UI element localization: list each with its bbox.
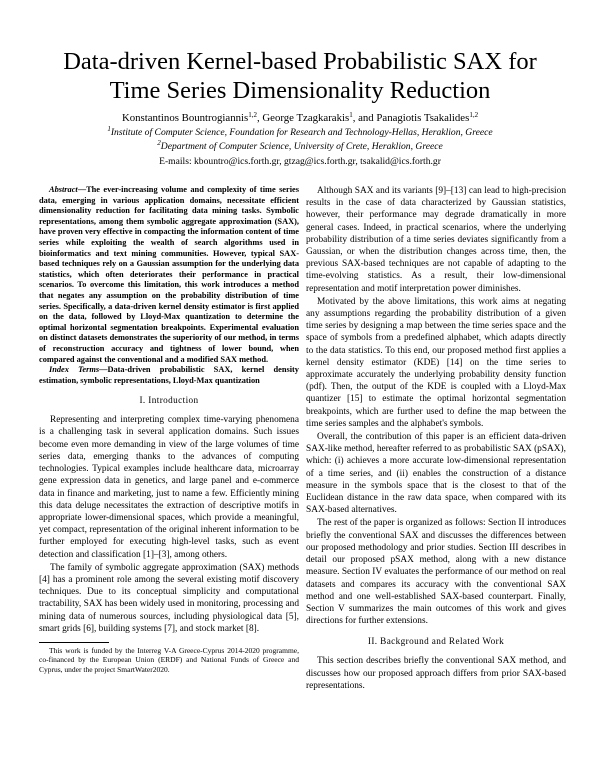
paper-title: Data-driven Kernel-based Probabilistic SAX for Time Series Dimensionality Reduction — [63, 48, 537, 104]
footnote-divider — [39, 642, 109, 643]
author-name: George Tzagkarakis — [262, 112, 350, 124]
index-terms-label: Index Terms — [49, 365, 100, 375]
affiliation-1 — [40, 127, 560, 139]
affiliation-mark: 2 — [157, 139, 161, 147]
abstract-text: —The ever-increasing volume and complexity of time series data, emerging in various application domains, necessitate efficient dimensionality reduction for facilitating data mining tasks. Symbolic representations, among them symbolic aggregate approximation (SAX), have proven very effective in compacting the information content of time series while exploiting the wealth of search algorithms used in bioinformatics and text mining communities. However, typical SAX-based techniques rely on a Gaussian assumption for the underlying data statistics, which often deteriorates their performance in practical scenarios. To overcome this limitation, this work introduces a method that negates any assumption on the probability distribution of time series. Specifically, a data-driven kernel density estimator is first applied on the data, followed by Lloyd-Max quantization to determine the optimal horizontal segmentation breakpoints. Experimental evaluation on distinct datasets demonstrates the superiority of our method, in terms of reconstruction accuracy and tightness of lower bound, when compared against the conventional and a modified SAX method. — [39, 185, 299, 364]
left-column — [39, 185, 299, 674]
right-column — [306, 185, 566, 692]
author-affiliation-mark: 1,2 — [248, 111, 257, 119]
body-paragraph: Motivated by the above limitations, this work aims at negating any assumptions regarding the probability distribution of a given time series by designing a map between the time series space and the space of symbols from a predefined alphabet, which adapts directly to the data statistics. To this end, our proposed method first applies a kernel density estimator (KDE) [14] on the time series to approximate accurately the underlying probability density function (pdf). Then, the output of the KDE is coupled with a Lloyd-Max quantizer [15] to estimate the optimal horizontal segmentation breakpoints, which are further used to define the map between the time series samples and the alphabet's symbols. — [306, 296, 566, 429]
author-affiliation-mark: 1 — [349, 111, 353, 119]
abstract — [39, 185, 299, 365]
author-separator: , and — [352, 112, 377, 124]
index-terms-text: —Data-driven probabilistic SAX, kernel density estimation, symbolic representations, Lloyd-Max quantization — [39, 365, 299, 385]
section-heading-introduction: I. Introduction — [139, 395, 199, 406]
author-affiliation-mark: 1,2 — [469, 111, 479, 119]
body-paragraph: Overall, the contribution of this paper is an efficient data-driven SAX-like method, hereafter referred to as probabilistic SAX (pSAX), which: (i) achieves a more accurate low-dimensional representation of a time series, and (ii) enables the construction of a distance measure in the symbols space that is the closest to that of the Euclidean distance in the raw data space, when compared with its SAX-based alternatives. — [306, 432, 566, 516]
affiliation-mark: 1 — [107, 125, 111, 133]
author-line — [40, 112, 560, 125]
body-paragraph: Representing and interpreting complex time-varying phenomena is a challenging task in several application domains. Such issues become even more demanding in view of the large volumes of time series data, emerging thanks to the advances of computing technologies. Typical examples include healthcare data, microarray gene expression data in genetics, and large panel and e-commerce data in finance and marketing, just to name a few. Efficiently mining this data deluge necessitates the extraction of descriptive motifs in appropriate lower-dimensional spaces, which provide a meaningful, yet compact, representation of the original inherent information to be further employed for executing high-level tasks, such as event detection and classification [1]–[3], among others. — [39, 415, 299, 560]
body-paragraph: The rest of the paper is organized as follows: Section II introduces briefly the conventional SAX and discusses the differences between our proposed methodology and prior studies. Section III describes in detail our proposed pSAX method, along with a new distance measure. Section IV evaluates the performance of our method on real datasets and compares its accuracy with the conventional SAX method and one well-established SAX-based counterpart. Finally, Section V summarizes the main outcomes of this work and gives directions for further extensions. — [306, 518, 566, 627]
affiliation-text: Department of Computer Science, University of Crete, Heraklion, Greece — [160, 141, 443, 152]
body-paragraph: The family of symbolic aggregate approximation (SAX) methods [4] has a prominent role among the several existing motif discovery techniques. Due to its conceptual simplicity and computational tractability, SAX has been widely used in monitoring, processing and mining data of numerous sources, including physiological data [5], smart grids [6], building systems [7], and stock market [8]. — [39, 562, 299, 634]
affiliation-text: Institute of Computer Science, Foundation for Research and Technology-Hellas, Heraklion, Greece — [110, 127, 493, 138]
body-paragraph: This section describes briefly the conventional SAX method, and discusses how our proposed approach differs from prior SAX-based representations. — [306, 656, 566, 691]
author-name: Panagiotis Tsakalides — [376, 112, 470, 124]
email-line: E-mails: kbountro@ics.forth.gr, gtzag@ics.forth.gr, tsakalid@ics.forth.gr — [159, 156, 441, 167]
body-paragraph: Although SAX and its variants [9]–[13] can lead to high-precision results in the case of data characterized by Gaussian statistics, however, their performance may degrade dramatically in more general cases. Indeed, in practical scenarios, where the underlying probability distribution of a time series deviates significantly from a Gaussian, or when the distribution changes across time, then, the previous SAX-based techniques are not capable of adapting to the time-evolving statistics. As a result, their low-dimensional representation and motif interpretation power diminishes. — [306, 186, 566, 294]
section-heading-background: II. Background and Related Work — [367, 636, 505, 647]
abstract-label: Abstract — [49, 185, 78, 194]
author-separator: , — [256, 112, 263, 124]
affiliation-2 — [40, 141, 560, 153]
index-terms — [39, 365, 299, 386]
funding-footnote: This work is funded by the Interreg V-A Greece-Cyprus 2014-2020 programme, co-financed by the European Union (ERDF) and National Funds of Greece and Cyprus, under the project SmartWater2020. — [39, 645, 299, 674]
author-name: Konstantinos Bountrogiannis — [121, 112, 249, 124]
